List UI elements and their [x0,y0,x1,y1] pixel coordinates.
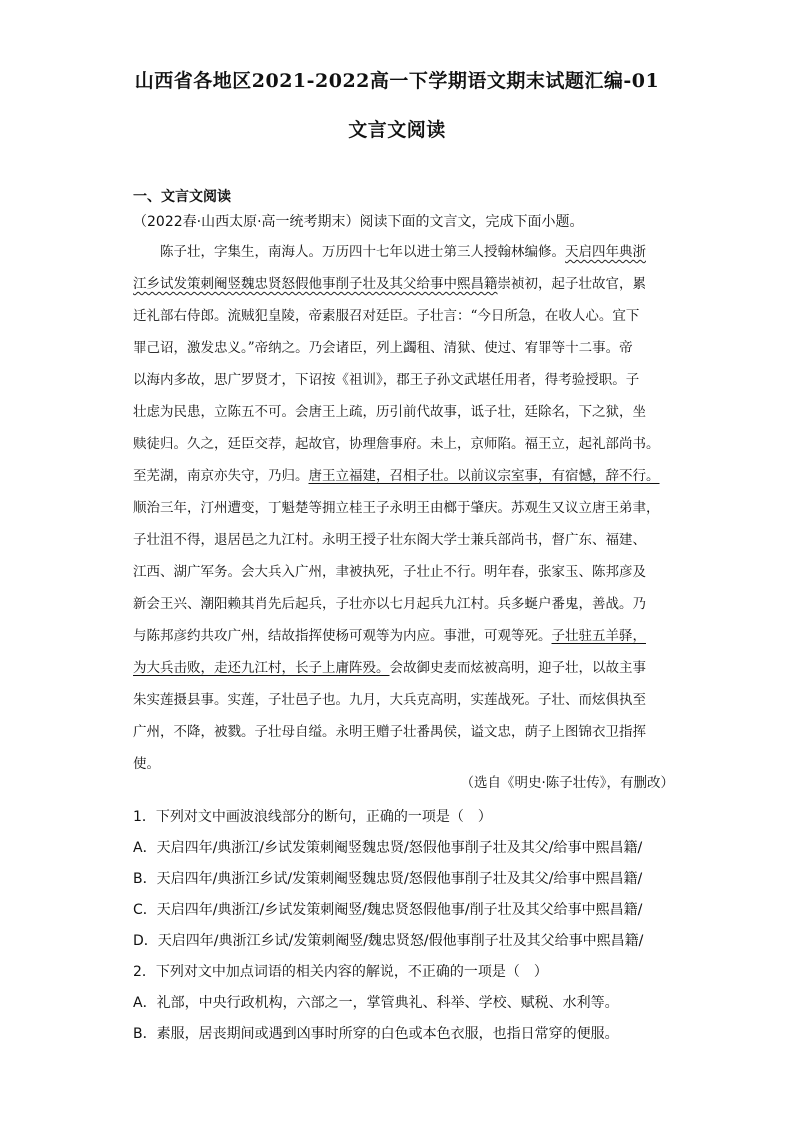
passage-line [133,300,639,332]
question-stem: 1．下列对文中画波浪线部分的断句，正确的一项是（ ） [133,809,492,825]
passage-line [133,748,160,780]
source-note: （2022春·山西太原·高一统考期末）阅读下面的文言文，完成下面小题。 [133,214,584,230]
passage-text: 子壮沮不得，退居邑之九江村。永明王授子壮东阁大学士兼兵部尚书，督广东、福建、 [133,532,646,548]
passage-line [133,396,646,428]
passage-line [133,428,660,460]
passage-text: 至芜湖，南京亦失守，乃归。 [133,468,309,484]
wavy-underlined-text: 江乡试发策刺阉竖魏忠贤怒假他事削子壮及其父给事中熙昌籍 [133,276,498,292]
passage-line [133,236,646,268]
answer-option: B．天启四年/典浙江乡试/发策刺阉竖魏忠贤/怒假他事削子壮及其父/给事中熙昌籍/ [133,871,643,887]
passage-text: 会故御史麦而炫被高明，迎子壮，以故主事 [389,660,646,676]
answer-option: A．礼部，中央行政机构，六部之一，掌管典礼、科举、学校、赋税、水利等。 [133,995,619,1011]
passage-line [133,652,646,684]
citation: （选自《明史·陈子壮传》，有删改） [460,775,674,791]
answer-option: A．天启四年/典浙江/乡试发策刺阉竖魏忠贤/怒假他事削子壮及其父/给事中熙昌籍/ [133,840,643,856]
passage-text: 赎徒归。久之，廷臣交荐，起故官，协理詹事府。未上，京师陷。福王立，起礼部尚书。 [133,436,660,452]
passage-line [133,684,646,716]
passage-line [133,524,646,556]
passage-text: 与陈邦彦约共攻广州，结故指挥使杨可观等为内应。事泄，可观等死。 [133,628,552,644]
document-subtitle: 文言文阅读 [348,119,446,141]
passage-text: 崇祯初，起子壮故官，累 [497,276,646,292]
passage-line [133,620,646,652]
underlined-text: 子壮驻五羊驿， [551,628,646,644]
wavy-underlined-text: 天启四年典浙 [565,244,646,260]
passage-text: 朱实莲摄县事。实莲，子壮邑子也。九月，大兵克高明，实莲战死。子壮、而炫俱执至 [133,692,646,708]
passage-text: 江西、湖广军务。会大兵入广州，聿被执死，子壮止不行。明年春，张家玉、陈邦彦及 [133,564,646,580]
underlined-text: 唐王立福建，召相子壮。以前议宗室事，有宿憾，辞不行。 [308,468,660,484]
underlined-text: 为大兵击败，走还九江村，长子上庸阵殁。 [133,660,390,676]
passage-text: 罪己诏，激发忠义。”帝纳之。乃会诸臣，列上蠲租、清狱、使过、宥罪等十二事。帝 [133,340,633,356]
passage-text: 广州，不降，被戮。子壮母自缢。永明王赠子壮番禺侯，谥文忠，荫子上图锦衣卫指挥 [133,724,646,740]
passage-line [133,556,646,588]
passage-line [133,588,646,620]
answer-option: C．天启四年/典浙江/乡试发策刺阉竖/魏忠贤怒假他事/削子壮及其父给事中熙昌籍/ [133,902,643,918]
passage-line [133,716,646,748]
passage-text: 以海内多故，思广罗贤才，下诏按《祖训》，郡王子孙文武堪任用者，得考验授职。子 [133,372,640,388]
passage-text: 使。 [133,756,160,772]
section-heading: 一、文言文阅读 [133,189,231,205]
passage-text: 壮虑为民患，立陈五不可。会唐王上疏，历引前代故事，诋子壮，廷除名，下之狱，坐 [133,404,646,420]
document-title: 山西省各地区2021-2022高一下学期语文期末试题汇编-01 [134,70,660,92]
passage-text: 新会王兴、潮阳赖其肖先后起兵，子壮亦以七月起兵九江村。兵多蜒户番鬼，善战。乃 [133,596,646,612]
passage-line [133,332,633,364]
passage-line [133,460,660,492]
answer-option: B．素服，居丧期间或遇到凶事时所穿的白色或本色衣服，也指日常穿的便服。 [133,1026,619,1042]
passage-text: 迁礼部右侍郎。流贼犯皇陵，帝素服召对廷臣。子壮言：“今日所急，在收人心。宜下 [133,308,640,324]
passage-text: 顺治三年，汀州遭变，丁魁楚等拥立桂王子永明王由榔于肇庆。苏观生又议立唐王弟聿， [133,500,660,516]
answer-option: D．天启四年/典浙江乡试/发策刺阉竖/魏忠贤怒/假他事削子壮及其父给事中熙昌籍/ [133,933,644,949]
question-stem: 2．下列对文中加点词语的相关内容的解说，不正确的一项是（ ） [133,964,548,980]
passage-line [133,492,660,524]
passage-line [133,268,646,300]
passage-line [133,364,639,396]
passage-text: 陈子壮，字集生，南海人。万历四十七年以进士第三人授翰林编修。 [133,244,565,260]
